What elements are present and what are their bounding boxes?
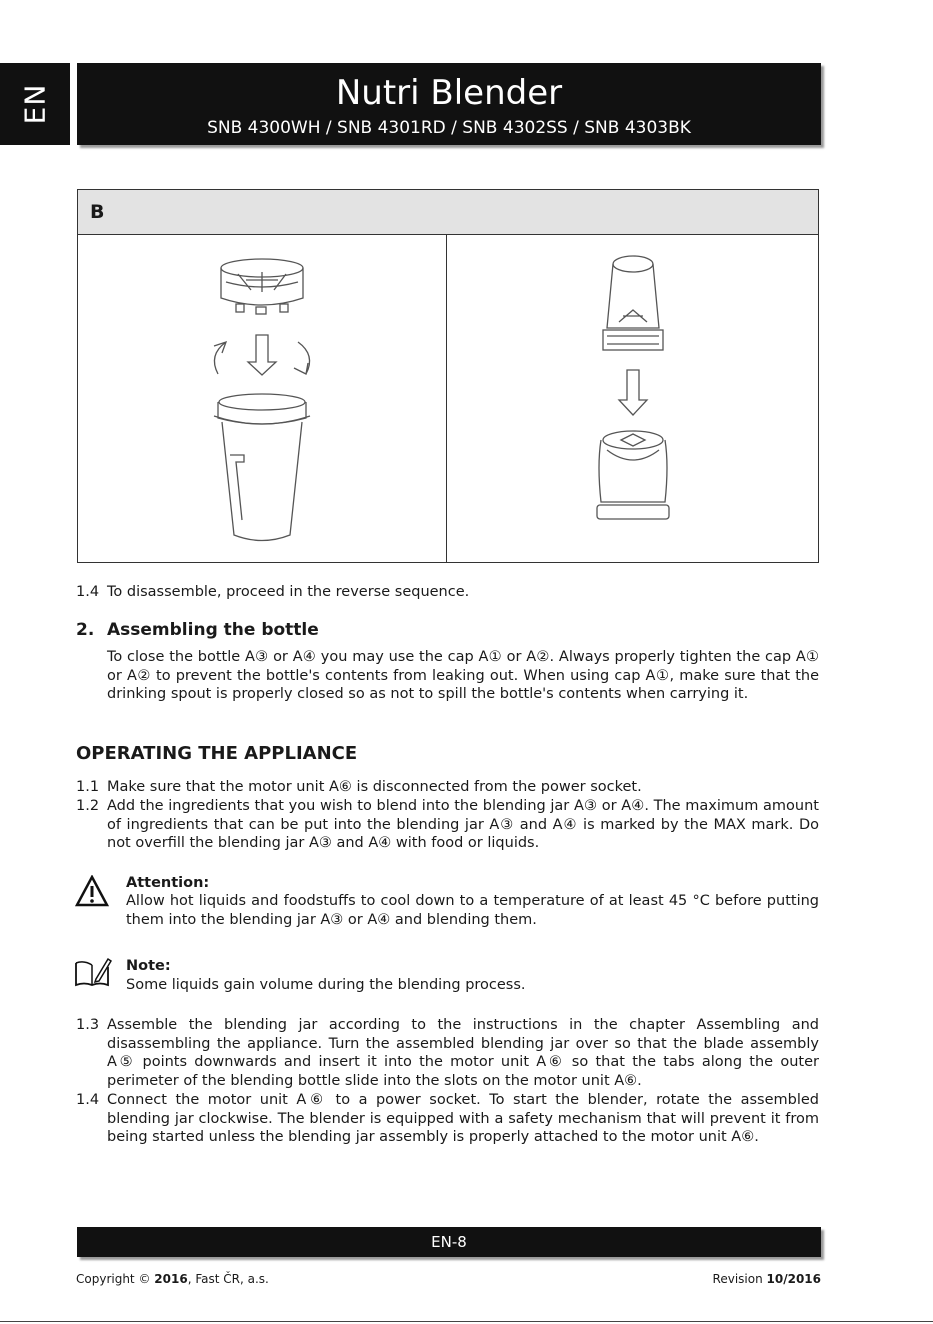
step-text: Make sure that the motor unit A⑥ is disconnected from the power socket. <box>107 779 642 795</box>
page-title: Nutri Blender <box>335 73 563 113</box>
step-number: 1.1 <box>76 779 100 795</box>
page-number-bar <box>77 1227 821 1257</box>
step-number: 1.2 <box>76 798 100 814</box>
step-text: To disassemble, proceed in the reverse sequence. <box>107 584 470 600</box>
revision-value: 10/2016 <box>766 1272 821 1286</box>
note-title: Note: <box>126 958 171 974</box>
header-bar <box>77 63 821 145</box>
blade-assembly-illustration <box>196 250 346 555</box>
warning-triangle-icon <box>75 875 109 907</box>
copyright-suffix: , Fast ČR, a.s. <box>187 1272 269 1286</box>
bottom-rule <box>0 1321 933 1322</box>
operating-heading: OPERATING THE APPLIANCE <box>76 743 358 764</box>
figure-b <box>77 189 819 563</box>
page-number: EN-8 <box>431 1233 467 1251</box>
language-label: EN <box>18 83 52 125</box>
section-number: 2. <box>76 620 95 640</box>
step-number: 1.4 <box>76 584 100 600</box>
step-text: Assemble the blending jar according to the instructions in the chapter Assembling and disassembling the appliance. Turn the assembled blending jar over so that the blade assembly A⑤ points downwards and insert it into the motor unit A⑥ so that the tabs along the outer perimeter of the blending bottle slide into the slots on the motor unit A⑥. <box>107 1017 819 1089</box>
attention-title: Attention: <box>126 875 210 891</box>
step-text: Add the ingredients that you wish to blend into the blending jar A③ or A④. The maximum amount of ingredients that can be put into the blending jar A③ and A④ is marked by the MAX mark. Do not overfill the blending jar A③ and A④ with food or liquids. <box>107 798 819 851</box>
language-tab <box>0 63 70 145</box>
copyright <box>76 1272 269 1286</box>
copyright-prefix: Copyright © <box>76 1272 151 1286</box>
model-numbers: SNB 4300WH / SNB 4301RD / SNB 4302SS / SNB 4303BK <box>207 118 691 138</box>
copyright-year: 2016 <box>154 1272 188 1286</box>
revision <box>713 1272 821 1286</box>
section-title: Assembling the bottle <box>107 620 319 640</box>
step-text: Connect the motor unit A⑥ to a power socket. To start the blender, rotate the assembled blending jar clockwise. The blender is equipped with a safety mechanism that will prevent it from being started unless the blending jar assembly is properly attached to the motor unit A⑥. <box>107 1092 819 1145</box>
step-number: 1.3 <box>76 1017 100 1033</box>
jar-into-motor-illustration <box>583 250 693 555</box>
figure-label: B <box>78 190 818 235</box>
attention-text: Allow hot liquids and foodstuffs to cool down to a temperature of at least 45 °C before putting them into the blending jar A③ or A④ and blending them. <box>126 893 819 928</box>
section-body: To close the bottle A③ or A④ you may use the cap A① or A②. Always properly tighten the cap A① or A② to prevent the bottle's contents from leaking out. When using cap A①, make sure that the drinking spout is properly closed so as not to spill the bottle's contents when carrying it. <box>107 649 819 702</box>
revision-prefix: Revision <box>712 1272 763 1286</box>
notebook-pencil-icon <box>74 955 112 989</box>
note-text: Some liquids gain volume during the blending process. <box>126 977 526 993</box>
step-number: 1.4 <box>76 1092 100 1108</box>
figure-divider <box>446 235 447 562</box>
